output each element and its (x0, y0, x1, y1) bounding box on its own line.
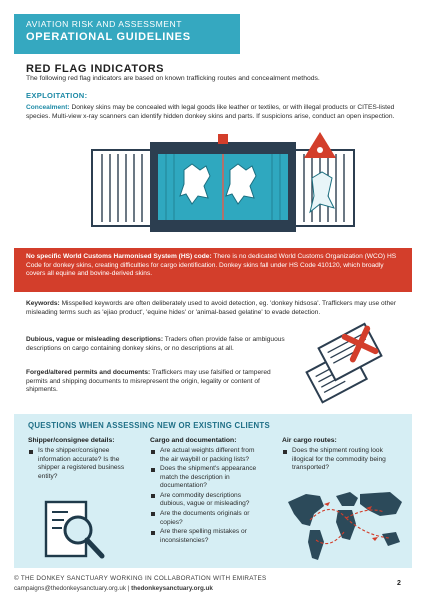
dubious-text: Traders often provide false or ambiguous descriptions on cargo containing donkey skins, or no descriptions at all. (26, 336, 285, 352)
routes-questions-list (282, 447, 400, 474)
page-number: 2 (397, 580, 401, 587)
list-item: Are there spelling mistakes or inconsistencies? (150, 528, 260, 545)
list-item: Are actual weights different from the air waybill or packing lists? (150, 447, 260, 464)
forged-paragraph (26, 369, 288, 395)
exploitation-heading: EXPLOITATION: (26, 91, 88, 100)
footer-website[interactable]: thedonkeysanctuary.org.uk (131, 585, 213, 592)
footer-contact (14, 585, 213, 593)
document-header-banner (14, 14, 240, 54)
list-item: Does the shipment routing look illogical for the commodity being transported? (282, 447, 400, 473)
keywords-paragraph (26, 300, 406, 317)
dubious-label: Dubious, vague or misleading descriptions: (26, 336, 164, 343)
keywords-label: Keywords: (26, 300, 60, 307)
list-item: Are the documents originals or copies? (150, 510, 260, 527)
xray-scanner-illustration (88, 130, 358, 238)
air-routes-map-icon (280, 480, 408, 566)
section-title: RED FLAG INDICATORS (26, 63, 165, 75)
header-line-1: AVIATION RISK AND ASSESSMENT (26, 19, 182, 29)
footer-email[interactable]: campaigns@thedonkeysanctuary.org.uk (14, 585, 126, 592)
list-item: Does the shipment's appearance match the description in documentation? (150, 465, 260, 491)
forged-label: Forged/altered permits and documents: (26, 369, 151, 376)
hs-code-alert-box (14, 248, 412, 292)
list-item: Are commodity descriptions dubious, vague or misleading? (150, 492, 260, 509)
hs-code-label: No specific World Customs Harmonised System (HS) code: (26, 253, 212, 260)
keywords-text: Misspelled keywords are often deliberately used to avoid detection, eg. 'donkey hidsosa'. Traffickers may use other misleading terms such as 'ejiao product', 'equine hides' or 'animal-based gelatine' to evade detection. (26, 300, 397, 316)
routes-heading: Air cargo routes: (282, 437, 337, 444)
shipper-heading: Shipper/consignee details: (28, 437, 115, 444)
forged-text: Traffickers may use falsified or tampered permits and shipping documents to misrepresent the origin, legality or content of shipments. (26, 369, 271, 394)
cargo-heading: Cargo and documentation: (150, 437, 237, 444)
section-intro: The following red flag indicators are based on known trafficking routes and concealment methods. (26, 75, 320, 82)
hs-code-text: There is no dedicated World Customs Organization (WCO) HS Code for donkey skins, creating difficulties for cargo identification. Donkey skins fall under HS Code 410120, which broadly covers all equine and bovine-derived skins. (26, 253, 397, 278)
concealment-label: Concealment: (26, 104, 70, 111)
footer-copyright: © THE DONKEY SANCTUARY WORKING IN COLLABORATION WITH EMIRATES (14, 575, 267, 582)
shipper-questions-list (28, 447, 126, 482)
questions-title: QUESTIONS WHEN ASSESSING NEW OR EXISTING CLIENTS (28, 421, 270, 430)
questions-panel (14, 414, 412, 568)
header-line-2: OPERATIONAL GUIDELINES (26, 31, 191, 43)
cargo-questions-list (150, 447, 260, 546)
dubious-paragraph (26, 336, 288, 353)
footer-separator: | (127, 585, 130, 592)
document-magnifier-icon (42, 498, 112, 564)
forged-documents-icon (298, 318, 390, 410)
concealment-paragraph (26, 104, 408, 121)
concealment-text: Donkey skins may be concealed with legal goods like leather or textiles, or with illegal products or CITES-listed species. Multi-view x-ray scanners can identify hidden donkey skins and parts. If suspicions arise, conduct an open inspection. (26, 104, 395, 120)
list-item: Is the shipper/consignee information accurate? Is the shipper a registered business entity? (28, 447, 126, 481)
